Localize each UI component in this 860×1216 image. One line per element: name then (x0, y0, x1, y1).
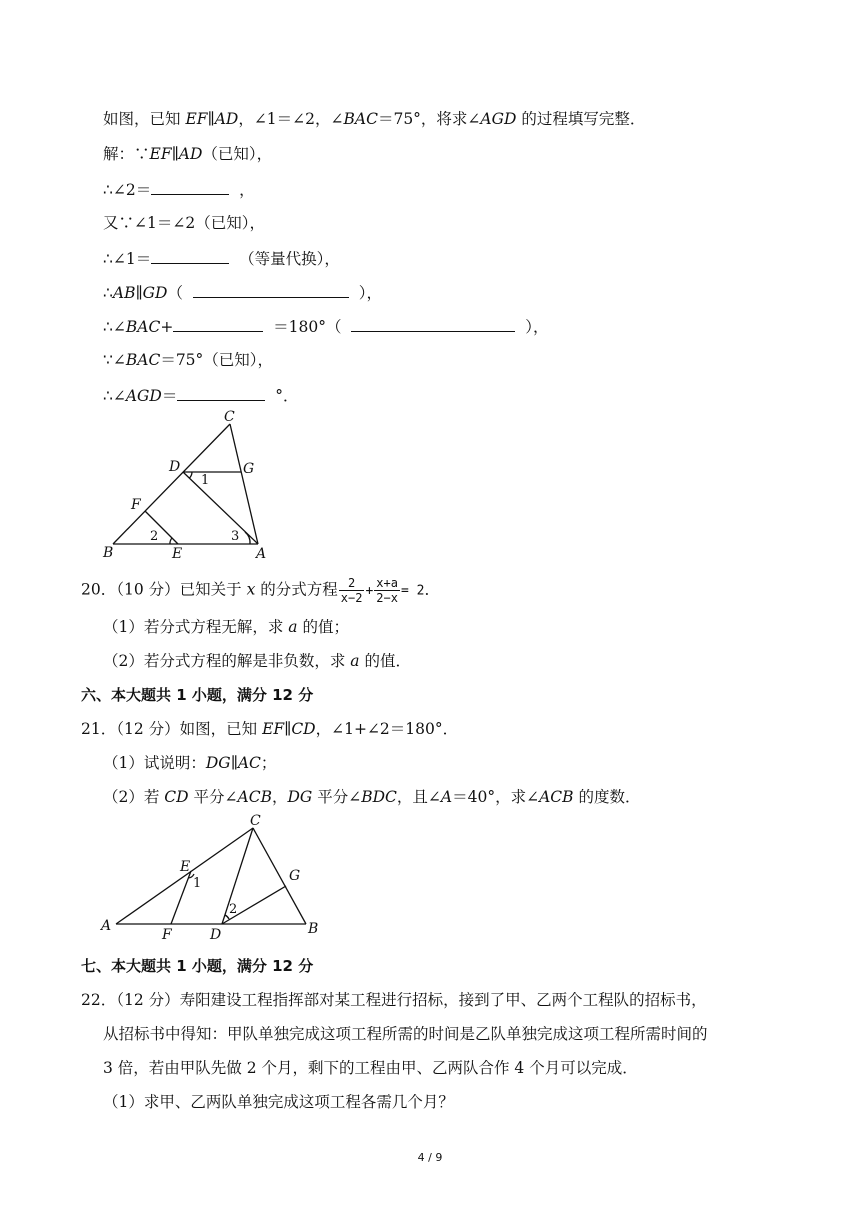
q19-line-5: ∴AB∥GD（ ）， (103, 281, 382, 304)
q19-line-6: ∴∠BAC+ ＝180°（ ）， (103, 315, 549, 338)
page-number: 4 / 9 (417, 1151, 443, 1164)
q21-stem: 21．（12 分）如图，已知 EF∥CD，∠1+∠2＝180°． (81, 720, 459, 738)
side-bc (113, 424, 230, 544)
q19-line-8: ∴∠AGD＝ °． (103, 384, 299, 407)
angle-3-arc (245, 532, 250, 544)
point-a-label: A (256, 546, 267, 560)
q19-line-3: 又∵∠1＝∠2（已知）， (103, 214, 265, 232)
point-e-label: E (180, 859, 191, 875)
answer-blank[interactable] (151, 178, 229, 195)
point-g-label: G (243, 461, 255, 477)
q19-line-7: ∵∠BAC＝75°（已知）， (103, 351, 274, 369)
point-d-label: D (210, 927, 222, 942)
angle-1-label: 1 (201, 473, 210, 488)
angle-2-arc (170, 538, 172, 544)
point-c-label: C (224, 409, 235, 425)
answer-blank[interactable] (177, 384, 265, 401)
q22-part-1: （1）求甲、乙两队单独完成这项工程各需几个月？ (103, 1093, 454, 1111)
side-ca (230, 424, 258, 544)
q22-line-1: 22．（12 分）寿阳建设工程指挥部对某工程进行招标，接到了甲、乙两个工程队的招标书， (81, 991, 707, 1009)
point-c-label: C (250, 813, 261, 829)
section-6-heading: 六、本大题共 1 小题，满分 12 分 (81, 686, 314, 704)
q20-part-1: （1）若分式方程无解，求 a 的值； (103, 618, 349, 636)
angle-2-label: 2 (229, 902, 238, 917)
answer-blank[interactable] (351, 315, 515, 332)
q20-part-2: （2）若分式方程的解是非负数，求 a 的值． (103, 652, 411, 670)
angle-3-label: 3 (231, 529, 240, 544)
q19-line-4: ∴∠1＝ （等量代换）， (103, 247, 340, 270)
q20-stem: 20．（10 分）已知关于 x 的分式方程 $\frac{2}{x-2}$ + $\frac{x+a}{2-x}$ = 2． (81, 576, 440, 605)
point-b-label: B (308, 921, 319, 937)
fraction-2: $\frac{x+a}{2-x}$ (376, 576, 398, 605)
answer-blank[interactable] (173, 315, 263, 332)
q21-figure (98, 812, 328, 942)
point-f-label: F (162, 927, 172, 942)
point-d-label: D (169, 459, 181, 475)
section-7-heading: 七、本大题共 1 小题，满分 12 分 (81, 957, 314, 975)
point-f-label: F (131, 497, 141, 513)
q21-part-1: （1）试说明：DG∥AC； (103, 754, 277, 772)
q22-line-2: 从招标书中得知：甲队单独完成这项工程所需的时间是乙队单独完成这项工程所需时间的 (103, 1025, 708, 1043)
point-b-label: B (103, 545, 114, 560)
q19-intro: 如图，已知 EF∥AD，∠1＝∠2，∠BAC＝75°，将求∠AGD 的过程填写完整． (103, 110, 646, 128)
q19-figure (95, 408, 285, 560)
answer-blank[interactable] (151, 247, 229, 264)
point-e-label: E (172, 546, 183, 560)
segment-cd (222, 828, 253, 924)
point-a-label: A (101, 918, 112, 934)
q19-line-2: ∴∠2＝ ， (103, 178, 255, 201)
point-g-label: G (289, 868, 301, 884)
answer-blank[interactable] (193, 281, 349, 298)
q19-line-1: 解：∵EF∥AD（已知）， (103, 145, 273, 163)
q21-part-2: （2）若 CD 平分∠ACB，DG 平分∠BDC，且∠A＝40°，求∠ACB 的度数． (103, 788, 641, 806)
angle-1-label: 1 (193, 876, 202, 891)
angle-1-arc (190, 472, 193, 478)
fraction-1: $\frac{2}{x-2}$ (340, 576, 363, 605)
q22-line-3: 3 倍，若由甲队先做 2 个月，剩下的工程由甲、乙两队合作 4 个月可以完成． (103, 1059, 638, 1077)
angle-2-label: 2 (150, 529, 159, 544)
